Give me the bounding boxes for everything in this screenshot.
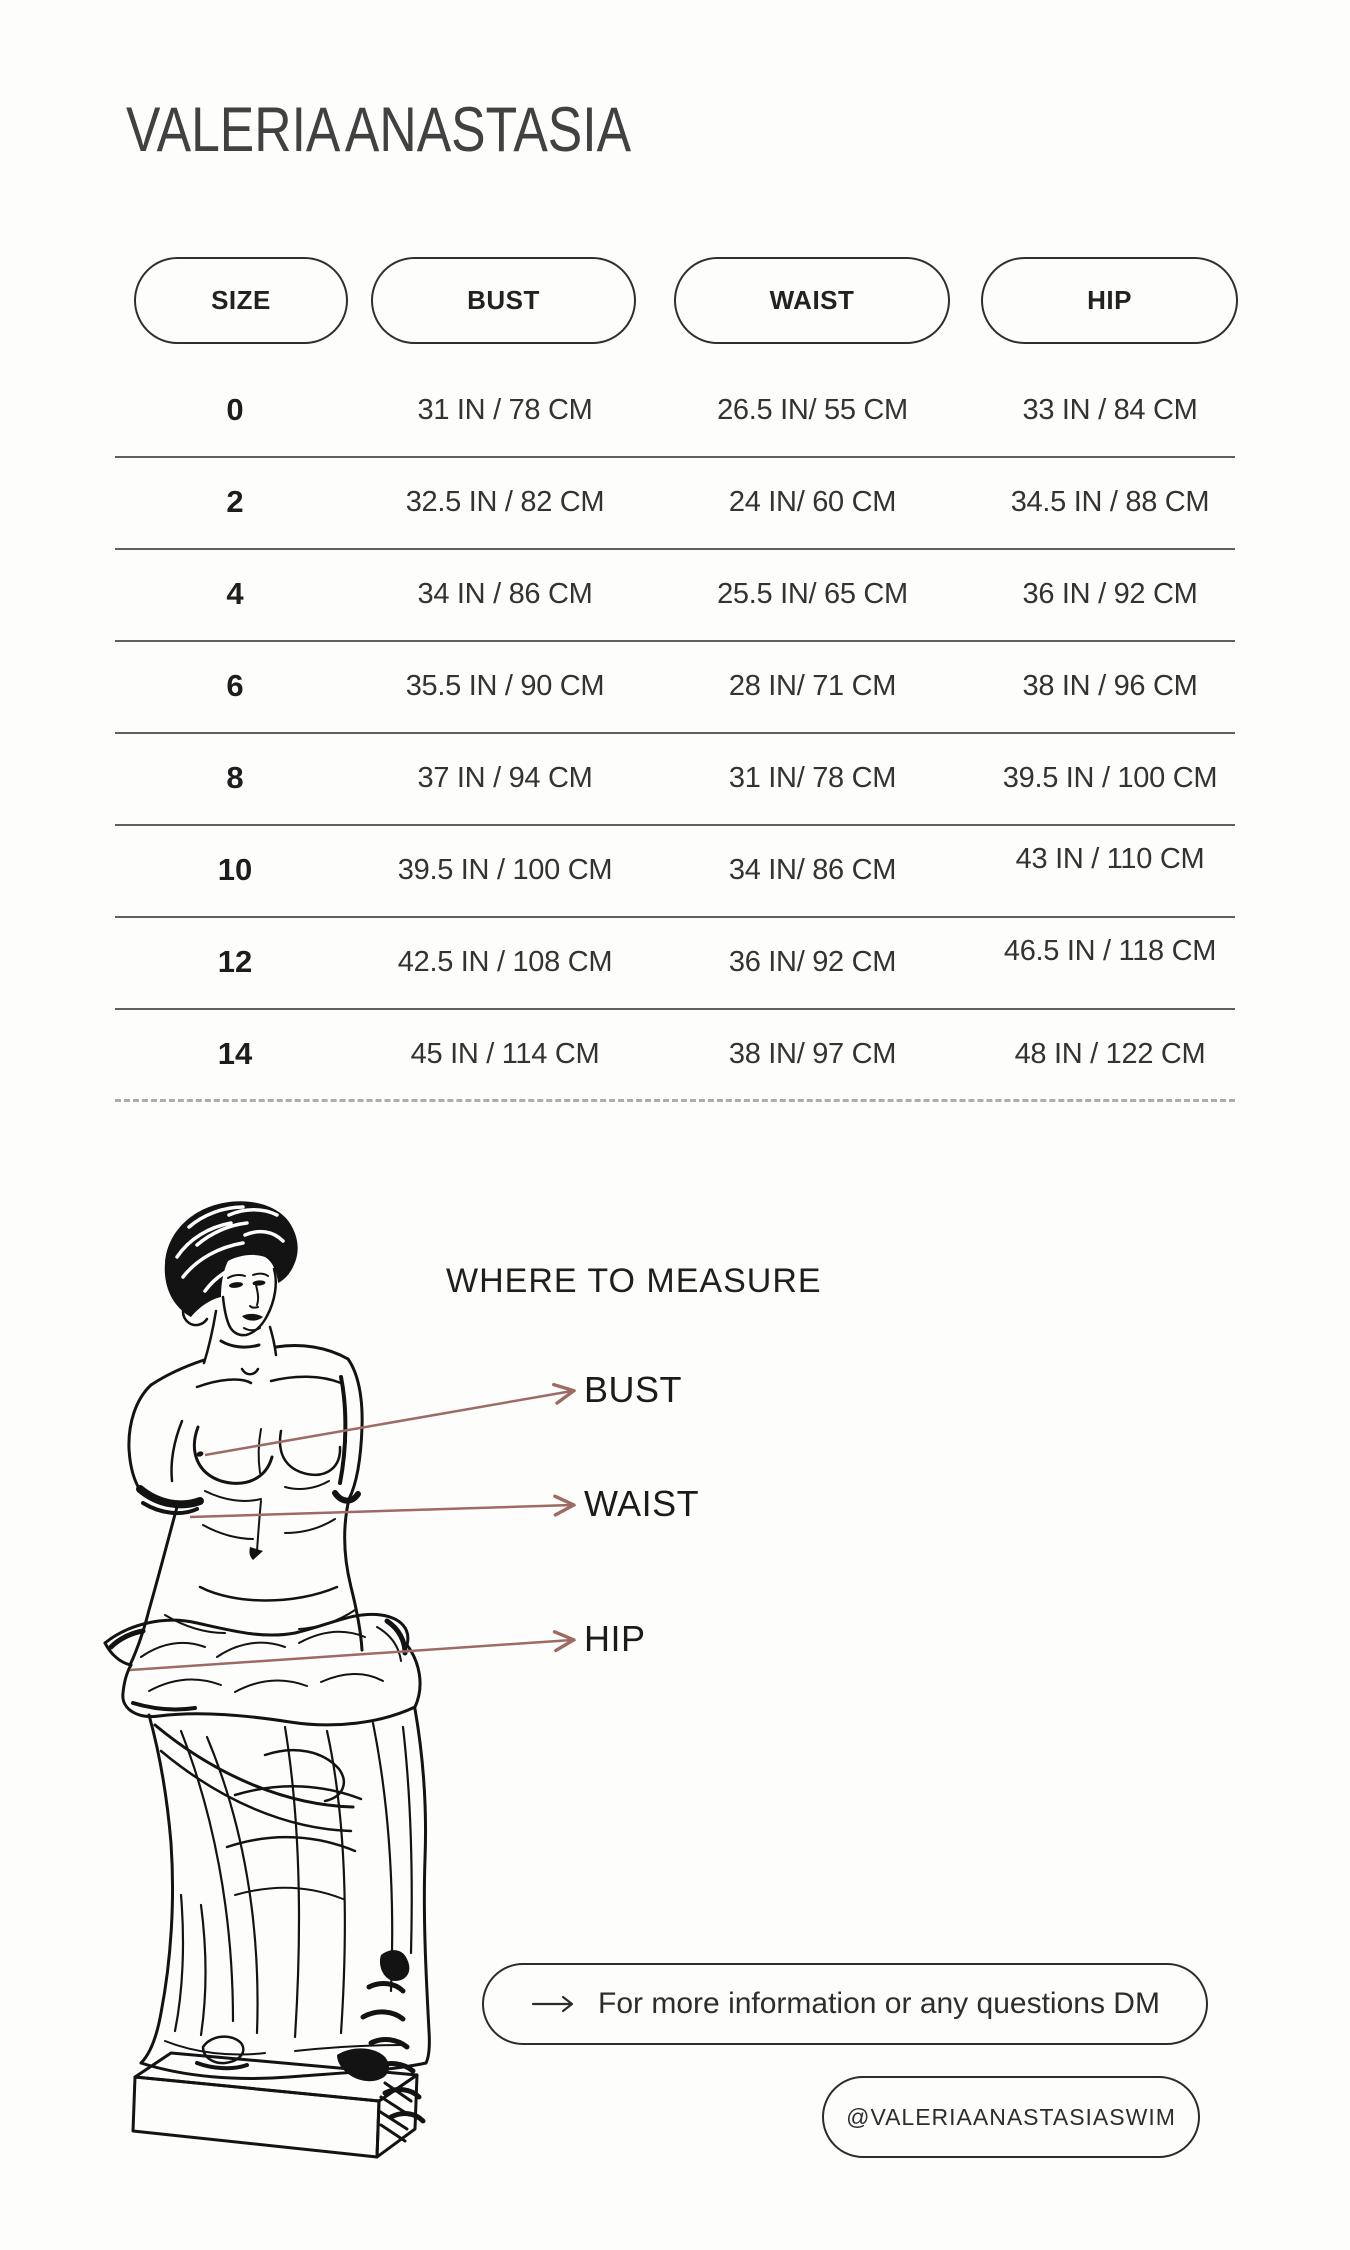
dm-info-label: For more information or any questions DM (598, 1987, 1160, 2020)
waist-value: 28 IN/ 71 CM (728, 669, 897, 702)
measure-label-hip: HIP (584, 1618, 646, 1659)
column-header-size (134, 257, 348, 344)
hip-value: 43 IN / 110 CM (1015, 842, 1205, 875)
row-divider (115, 548, 1235, 550)
hip-value: 39.5 IN / 100 CM (1002, 761, 1218, 794)
hip-arrow (130, 1640, 572, 1670)
table-row (115, 824, 1235, 916)
waist-value: 24 IN/ 60 CM (728, 485, 897, 518)
column-header-waist (674, 257, 950, 344)
instagram-handle-button[interactable] (822, 2076, 1200, 2158)
size-value: 8 (226, 760, 244, 795)
row-divider (115, 1008, 1235, 1010)
hip-value: 33 IN / 84 CM (1022, 393, 1198, 426)
size-value: 6 (226, 668, 244, 703)
column-header-hip (981, 257, 1238, 344)
statue-hair (165, 1201, 298, 1317)
page-title: VALERIA ANASTASIA (126, 95, 632, 165)
size-value: 12 (217, 944, 253, 979)
dm-info-button[interactable] (482, 1963, 1208, 2045)
bust-value: 31 IN / 78 CM (417, 393, 593, 426)
row-divider (115, 456, 1235, 458)
table-row (115, 732, 1235, 824)
size-value: 2 (226, 484, 244, 519)
waist-value: 26.5 IN/ 55 CM (717, 393, 908, 426)
waist-value: 25.5 IN/ 65 CM (717, 577, 908, 610)
row-divider (115, 916, 1235, 918)
table-row (115, 456, 1235, 548)
size-value: 0 (226, 392, 244, 427)
hip-value: 36 IN / 92 CM (1022, 577, 1198, 610)
column-header-waist-label: WAIST (769, 285, 855, 315)
hip-value: 48 IN / 122 CM (1014, 1037, 1206, 1070)
column-header-size-label: SIZE (211, 285, 271, 315)
bust-arrow (205, 1391, 572, 1455)
table-row (115, 916, 1235, 1008)
instagram-handle-label: @VALERIAANASTASIASWIM (846, 2103, 1176, 2130)
venus-statue-illustration (85, 1195, 505, 2250)
bust-value: 37 IN / 94 CM (417, 761, 593, 794)
waist-value: 34 IN/ 86 CM (728, 853, 897, 886)
measure-label-bust: BUST (584, 1369, 683, 1410)
bust-value: 39.5 IN / 100 CM (397, 853, 613, 886)
table-row (115, 364, 1235, 456)
table-row (115, 548, 1235, 640)
table-row (115, 640, 1235, 732)
column-header-hip-label: HIP (1087, 285, 1132, 315)
row-divider (115, 640, 1235, 642)
bust-value: 34 IN / 86 CM (417, 577, 593, 610)
measure-guide-heading: WHERE TO MEASURE (446, 1262, 822, 1300)
bust-value: 32.5 IN / 82 CM (405, 485, 605, 518)
row-divider (115, 732, 1235, 734)
measure-label-waist: WAIST (584, 1483, 700, 1524)
waist-arrow (190, 1505, 572, 1517)
hip-value: 46.5 IN / 118 CM (1003, 934, 1217, 967)
hip-value: 38 IN / 96 CM (1022, 669, 1198, 702)
size-value: 14 (217, 1036, 253, 1071)
long-right-arrow-icon (530, 1994, 576, 2014)
waist-value: 31 IN/ 78 CM (728, 761, 897, 794)
column-header-bust-label: BUST (467, 285, 540, 315)
column-header-bust (371, 257, 636, 344)
hip-value: 34.5 IN / 88 CM (1010, 485, 1210, 518)
size-value: 4 (226, 576, 244, 611)
bust-value: 35.5 IN / 90 CM (405, 669, 605, 702)
waist-value: 38 IN/ 97 CM (728, 1037, 897, 1070)
waist-value: 36 IN/ 92 CM (728, 945, 897, 978)
bust-value: 45 IN / 114 CM (410, 1037, 600, 1070)
measure-arrows (85, 1330, 620, 1700)
row-divider (115, 824, 1235, 826)
table-bottom-dashed-divider (115, 1099, 1235, 1102)
table-row (115, 1008, 1235, 1100)
size-value: 10 (217, 852, 253, 887)
bust-value: 42.5 IN / 108 CM (397, 945, 613, 978)
